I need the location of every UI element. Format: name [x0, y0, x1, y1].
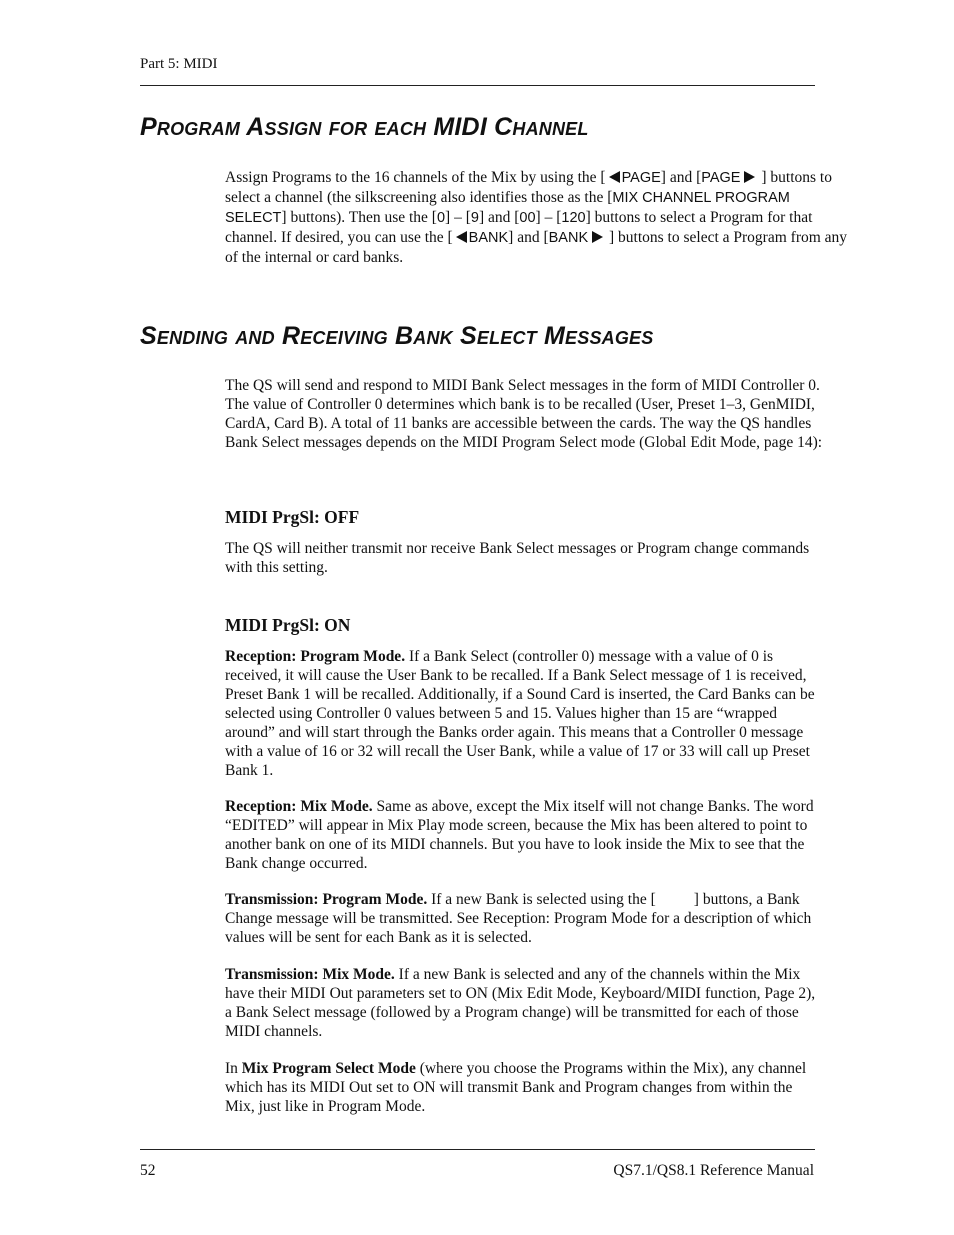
- title-midi: MIDI: [433, 113, 487, 141]
- reception-program-mode: Reception: Program Mode. If a Bank Select (controller 0) message with a value of 0 is received, it will cause the User Bank to be recalled. If a Bank Select message of 1 is received, Preset Bank 1 will be recalled. Additionally, if a Sound Card is inserted, the Card Banks can be selected using Controller 0 values between 5 and 15. Values higher than 15 are “wrapped around” and will start through the Banks order again. This means that a Controller 0 message with a value of 16 or 32 will recall the User Bank, while a value of 17 or 33 will call up Preset Bank 1.: [225, 648, 815, 779]
- bank-right-button: BANK: [548, 230, 589, 246]
- mix-channel-program-select-button: MIX CHANNEL PROGRAM SELECT: [225, 190, 790, 226]
- running-head: Part 5: MIDI: [140, 56, 218, 72]
- title-prefix: Program Assign for each: [140, 113, 434, 141]
- prgsl-off-text: The QS will neither transmit nor receive Bank Select messages or Program change commands with this setting.: [225, 540, 810, 576]
- footer-rule: [140, 1149, 815, 1150]
- left-arrow-icon: [456, 231, 467, 243]
- right-arrow-icon: [744, 171, 755, 183]
- transmission-mix-mode-label: Transmission: Mix Mode.: [225, 966, 395, 983]
- mix-program-select-mode-label: Mix Program Select Mode: [241, 1060, 416, 1077]
- button-0: 0: [436, 210, 446, 226]
- button-00: 00: [519, 210, 536, 226]
- section-title-program-assign: [140, 113, 589, 142]
- reception-program-mode-label: Reception: Program Mode.: [225, 648, 406, 665]
- left-arrow-icon: [609, 171, 620, 183]
- button-9: 9: [470, 210, 479, 226]
- bank-left-button: BANK: [468, 230, 509, 246]
- transmission-program-mode: Transmission: Program Mode. If a new Bank is selected using the [ ] buttons, a Bank Change message will be transmitted. See Reception: Program Mode for a description of which values will be sent for each Bank as it is selected.: [225, 891, 812, 946]
- bank-select-intro: The QS will send and respond to MIDI Bank Select messages in the form of MIDI Controller 0. The value of Controller 0 determines which bank is to be recalled (User, Preset 1–3, GenMIDI, CardA, Card B). A total of 11 banks are accessible between the cards. The way the QS handles Bank Select messages depends on the MIDI Program Select mode (Global Edit Mode, page 14):: [225, 377, 823, 451]
- reception-mix-mode: Reception: Mix Mode. Same as above, except the Mix itself will not change Banks. The word “EDITED” will appear in Mix Play mode screen, because the Mix has been altered to point to another bank on one of its MIDI channels. But you have to look inside the Mix to see that the Bank change occurred.: [225, 798, 814, 872]
- mix-program-select-paragraph: In Mix Program Select Mode (where you choose the Programs within the Mix), any channel which has its MIDI Out set to ON will transmit Bank and Program changes from within the Mix, just like in Program Mode.: [225, 1060, 807, 1115]
- heading-prgsl-on: MIDI PrgSl: ON: [225, 615, 351, 635]
- page-left-button: PAGE: [621, 170, 661, 186]
- reception-mix-mode-label: Reception: Mix Mode.: [225, 798, 373, 815]
- button-120: 120: [561, 210, 586, 226]
- title-suffix: Channel: [486, 113, 589, 141]
- transmission-program-mode-label: Transmission: Program Mode.: [225, 891, 428, 908]
- page-right-button: PAGE: [701, 170, 741, 186]
- header-rule: [140, 85, 815, 86]
- manual-title: QS7.1/QS8.1 Reference Manual: [613, 1162, 814, 1179]
- program-assign-paragraph: Assign Programs to the 16 channels of the Mix by using the [ PAGE] and [PAGE ] buttons to select a channel (the silkscreening also identifies those as the [MIX CHANNEL PROGRAM SELECT] buttons). Then use the [0] – [9] and [00] – [120] buttons to select a Program for that channel. If desired, you can use the [ BANK] and [BANK ] buttons to select a Program from any of the internal or card banks.: [225, 169, 848, 266]
- transmission-mix-mode: Transmission: Mix Mode. If a new Bank is selected and any of the channels within the Mix have their MIDI Out parameters set to ON (Mix Edit Mode, Keyboard/MIDI function, Page 2), a Bank Select message (followed by a Program change) will be transmitted for each of those MIDI channels.: [225, 966, 816, 1040]
- section-title-bank-select: Sending and Receiving Bank Select Messages: [140, 322, 654, 350]
- right-arrow-icon: [592, 231, 603, 243]
- heading-prgsl-off: MIDI PrgSl: OFF: [225, 507, 360, 527]
- page-number: 52: [140, 1162, 156, 1179]
